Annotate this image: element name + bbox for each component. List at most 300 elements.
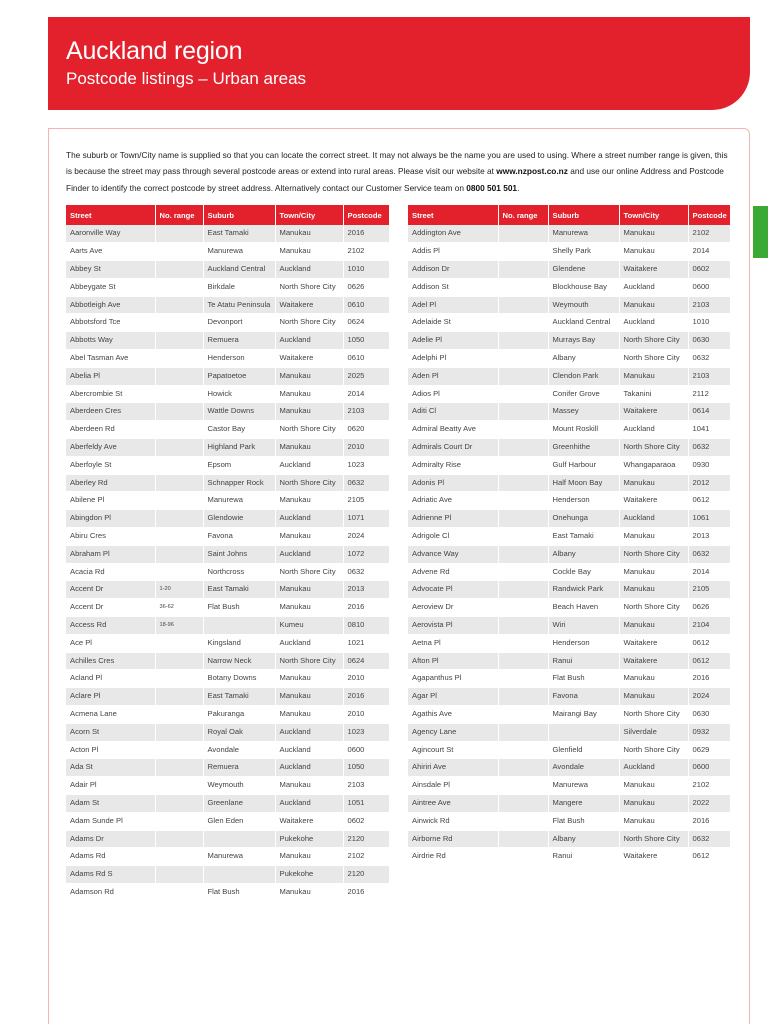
postcode-cell: 0600 — [343, 741, 389, 759]
column-header-number-range: No. range — [498, 205, 548, 225]
postcode-cell: 2103 — [343, 403, 389, 421]
table-row — [66, 759, 389, 777]
postcode-cell: 1023 — [343, 723, 389, 741]
table-header-row — [66, 205, 389, 225]
postcode-cell: 0612 — [688, 848, 730, 866]
column-header-town-city: Town/City — [275, 205, 343, 225]
number-range-cell — [155, 510, 203, 528]
number-range-cell — [155, 243, 203, 261]
number-range-cell — [155, 367, 203, 385]
town-city-cell: Manukau — [619, 225, 688, 243]
intro-text-2: and use our online Address and Postcode Finder to identify the correct postcode by street address. Alternatively contact our Customer Service team on — [66, 166, 724, 193]
table-row — [66, 634, 389, 652]
number-range-cell — [498, 599, 548, 617]
street-cell: Aden Pl — [408, 367, 498, 385]
street-cell: Acmena Lane — [66, 706, 155, 724]
table-row — [408, 243, 730, 261]
postcode-cell: 2103 — [343, 777, 389, 795]
postcode-cell: 0632 — [343, 474, 389, 492]
postcode-cell: 0632 — [343, 563, 389, 581]
table-row — [66, 795, 389, 813]
street-cell: Adams Rd — [66, 848, 155, 866]
suburb-cell: Manurewa — [203, 492, 275, 510]
postcode-cell: 0810 — [343, 617, 389, 635]
street-cell: Addis Pl — [408, 243, 498, 261]
column-header-postcode: Postcode — [343, 205, 389, 225]
table-row — [408, 599, 730, 617]
street-cell: Adam St — [66, 795, 155, 813]
table-row — [408, 581, 730, 599]
suburb-cell: Weymouth — [548, 296, 619, 314]
table-row — [408, 812, 730, 830]
number-range-cell — [498, 261, 548, 279]
table-row — [66, 599, 389, 617]
street-cell: Admiral Beatty Ave — [408, 421, 498, 439]
number-range-cell — [498, 812, 548, 830]
table-row — [66, 492, 389, 510]
postcode-cell: 2016 — [343, 688, 389, 706]
suburb-cell: Albany — [548, 830, 619, 848]
street-cell: Abiru Cres — [66, 528, 155, 546]
table-row — [408, 421, 730, 439]
street-cell: Adair Pl — [66, 777, 155, 795]
number-range-cell — [498, 278, 548, 296]
table-row — [66, 350, 389, 368]
number-range-cell — [498, 385, 548, 403]
street-cell: Admirals Court Dr — [408, 439, 498, 457]
town-city-cell: Manukau — [619, 812, 688, 830]
table-row — [66, 706, 389, 724]
number-range-cell — [155, 421, 203, 439]
suburb-cell: East Tamaki — [203, 688, 275, 706]
suburb-cell: Favona — [548, 688, 619, 706]
street-cell: Aberdeen Rd — [66, 421, 155, 439]
postcode-cell: 2014 — [688, 563, 730, 581]
town-city-cell: Auckland — [619, 278, 688, 296]
number-range-cell — [155, 688, 203, 706]
postcode-cell: 1072 — [343, 545, 389, 563]
street-cell: Adamson Rd — [66, 883, 155, 901]
postcode-cell: 0602 — [688, 261, 730, 279]
table-row — [408, 848, 730, 866]
number-range-cell — [498, 510, 548, 528]
suburb-cell: Ranui — [548, 848, 619, 866]
street-cell: Addison St — [408, 278, 498, 296]
suburb-cell: Kingsland — [203, 634, 275, 652]
street-cell: Aberfeldy Ave — [66, 439, 155, 457]
postcode-cell: 2105 — [343, 492, 389, 510]
postcode-cell: 2103 — [688, 296, 730, 314]
town-city-cell: Manukau — [275, 688, 343, 706]
town-city-cell: Manukau — [619, 617, 688, 635]
street-cell: Aeroview Dr — [408, 599, 498, 617]
intro-text-1: The suburb or Town/City name is supplied so that you can locate the correct street. It may not always be the name you are used to using. Where a street number range is given, this is because the street may pass through several postcode areas or extend into rural areas. Please visit our website at — [66, 150, 728, 177]
table-row — [66, 563, 389, 581]
town-city-cell: North Shore City — [619, 332, 688, 350]
town-city-cell: Manukau — [619, 528, 688, 546]
suburb-cell: Pakuranga — [203, 706, 275, 724]
table-row — [408, 777, 730, 795]
street-cell: Accent Dr — [66, 599, 155, 617]
postcode-cell: 1010 — [688, 314, 730, 332]
postcode-cell: 2102 — [343, 243, 389, 261]
postcode-cell: 1061 — [688, 510, 730, 528]
street-cell: Aarts Ave — [66, 243, 155, 261]
number-range-cell — [498, 528, 548, 546]
town-city-cell: Waitakere — [619, 403, 688, 421]
number-range-cell — [155, 332, 203, 350]
postcode-cell: 0632 — [688, 830, 730, 848]
postcode-cell: 0620 — [343, 421, 389, 439]
postcode-cell: 0629 — [688, 741, 730, 759]
postcode-cell: 0610 — [343, 296, 389, 314]
table-row — [408, 795, 730, 813]
table-row — [408, 314, 730, 332]
table-row — [66, 510, 389, 528]
street-cell: Adelaide St — [408, 314, 498, 332]
town-city-cell: Manukau — [275, 777, 343, 795]
table-row — [408, 759, 730, 777]
town-city-cell: Auckland — [275, 741, 343, 759]
table-row — [66, 385, 389, 403]
table-row — [408, 652, 730, 670]
town-city-cell: Manukau — [275, 883, 343, 901]
suburb-cell: Flat Bush — [203, 599, 275, 617]
street-cell: Abbey St — [66, 261, 155, 279]
suburb-cell: Shelly Park — [548, 243, 619, 261]
number-range-cell — [498, 332, 548, 350]
postcode-cell: 2016 — [688, 812, 730, 830]
town-city-cell: Manukau — [619, 243, 688, 261]
town-city-cell: Manukau — [275, 225, 343, 243]
suburb-cell: Flat Bush — [203, 883, 275, 901]
column-header-suburb: Suburb — [203, 205, 275, 225]
number-range-cell — [498, 830, 548, 848]
postcode-cell: 0614 — [688, 403, 730, 421]
table-row — [66, 866, 389, 884]
intro-text-3: . — [517, 182, 520, 193]
postcode-cell: 0632 — [688, 545, 730, 563]
street-cell: Aaronville Way — [66, 225, 155, 243]
suburb-cell: Royal Oak — [203, 723, 275, 741]
suburb-cell: Flat Bush — [548, 670, 619, 688]
postcode-cell: 1021 — [343, 634, 389, 652]
suburb-cell — [203, 830, 275, 848]
suburb-cell: Remuera — [203, 759, 275, 777]
postcode-cell: 0612 — [688, 492, 730, 510]
number-range-cell — [498, 741, 548, 759]
postcode-cell: 1023 — [343, 456, 389, 474]
town-city-cell: Kumeu — [275, 617, 343, 635]
number-range-cell — [498, 243, 548, 261]
table-row — [408, 456, 730, 474]
suburb-cell: Henderson — [548, 492, 619, 510]
suburb-cell: East Tamaki — [203, 581, 275, 599]
column-header-postcode: Postcode — [688, 205, 730, 225]
number-range-cell — [155, 848, 203, 866]
town-city-cell: Auckland — [275, 795, 343, 813]
street-cell: Airborne Rd — [408, 830, 498, 848]
suburb-cell: Wiri — [548, 617, 619, 635]
street-cell: Addison Dr — [408, 261, 498, 279]
town-city-cell: Waitakere — [619, 848, 688, 866]
street-cell: Aerovista Pl — [408, 617, 498, 635]
suburb-cell: Mangere — [548, 795, 619, 813]
postcode-cell: 0632 — [688, 350, 730, 368]
town-city-cell: North Shore City — [275, 652, 343, 670]
suburb-cell: Manurewa — [203, 848, 275, 866]
table-row — [408, 474, 730, 492]
street-cell: Adonis Pl — [408, 474, 498, 492]
table-row — [66, 830, 389, 848]
suburb-cell: Avondale — [548, 759, 619, 777]
street-cell: Adelphi Pl — [408, 350, 498, 368]
town-city-cell: North Shore City — [275, 474, 343, 492]
postcode-cell: 0602 — [343, 812, 389, 830]
table-row — [408, 563, 730, 581]
suburb-cell: Schnapper Rock — [203, 474, 275, 492]
table-row — [408, 634, 730, 652]
table-body-right — [408, 225, 730, 866]
town-city-cell: Waitakere — [275, 296, 343, 314]
table-row — [66, 332, 389, 350]
table-row — [408, 385, 730, 403]
table-row — [408, 261, 730, 279]
town-city-cell: Waitakere — [619, 492, 688, 510]
suburb-cell: Avondale — [203, 741, 275, 759]
number-range-cell — [498, 296, 548, 314]
postcode-cell: 2014 — [688, 243, 730, 261]
table-row — [408, 688, 730, 706]
number-range-cell: 1-20 — [155, 581, 203, 599]
postcode-table-left — [66, 205, 389, 902]
table-row — [408, 403, 730, 421]
town-city-cell: Auckland — [619, 759, 688, 777]
number-range-cell: 18-96 — [155, 617, 203, 635]
table-row — [66, 296, 389, 314]
town-city-cell: North Shore City — [619, 350, 688, 368]
number-range-cell — [155, 314, 203, 332]
postcode-cell: 0612 — [688, 634, 730, 652]
street-cell: Aintree Ave — [408, 795, 498, 813]
number-range-cell — [155, 706, 203, 724]
suburb-cell: Cockle Bay — [548, 563, 619, 581]
street-cell: Adrigole Cl — [408, 528, 498, 546]
suburb-cell: Greenlane — [203, 795, 275, 813]
suburb-cell: Onehunga — [548, 510, 619, 528]
number-range-cell — [155, 812, 203, 830]
suburb-cell: Glen Eden — [203, 812, 275, 830]
number-range-cell — [498, 403, 548, 421]
suburb-cell: Te Atatu Peninsula — [203, 296, 275, 314]
number-range-cell — [155, 777, 203, 795]
number-range-cell — [498, 777, 548, 795]
number-range-cell — [155, 652, 203, 670]
table-row — [66, 545, 389, 563]
street-cell: Acacia Rd — [66, 563, 155, 581]
town-city-cell: Manukau — [275, 403, 343, 421]
table-row — [408, 510, 730, 528]
suburb-cell: Remuera — [203, 332, 275, 350]
table-row — [408, 492, 730, 510]
table-row — [408, 332, 730, 350]
number-range-cell — [155, 439, 203, 457]
postcode-cell: 0630 — [688, 706, 730, 724]
street-cell: Advene Rd — [408, 563, 498, 581]
town-city-cell: Manukau — [275, 385, 343, 403]
table-row — [66, 439, 389, 457]
table-row — [408, 350, 730, 368]
street-cell: Agar Pl — [408, 688, 498, 706]
postcode-cell: 2010 — [343, 706, 389, 724]
street-cell: Ada St — [66, 759, 155, 777]
street-cell: Abbotsford Tce — [66, 314, 155, 332]
street-cell: Acton Pl — [66, 741, 155, 759]
street-cell: Adrienne Pl — [408, 510, 498, 528]
suburb-cell: Devonport — [203, 314, 275, 332]
suburb-cell: Botany Downs — [203, 670, 275, 688]
street-cell: Adams Rd S — [66, 866, 155, 884]
postcode-cell: 0630 — [688, 332, 730, 350]
table-row — [66, 278, 389, 296]
suburb-cell: Castor Bay — [203, 421, 275, 439]
postcode-cell: 2014 — [343, 385, 389, 403]
number-range-cell — [155, 563, 203, 581]
street-cell: Adelie Pl — [408, 332, 498, 350]
town-city-cell: Manukau — [619, 296, 688, 314]
town-city-cell: Takanini — [619, 385, 688, 403]
postcode-cell: 2013 — [688, 528, 730, 546]
postcode-cell: 0624 — [343, 314, 389, 332]
postcode-cell: 2016 — [343, 225, 389, 243]
postcode-cell: 1050 — [343, 759, 389, 777]
table-row — [66, 617, 389, 635]
number-range-cell — [155, 474, 203, 492]
suburb-cell: Henderson — [548, 634, 619, 652]
number-range-cell — [155, 830, 203, 848]
street-cell: Agency Lane — [408, 723, 498, 741]
postcode-cell: 2016 — [343, 883, 389, 901]
table-row — [66, 261, 389, 279]
section-tab-marker — [753, 206, 768, 258]
street-cell: Airdrie Rd — [408, 848, 498, 866]
town-city-cell: Auckland — [619, 510, 688, 528]
suburb-cell: Papatoetoe — [203, 367, 275, 385]
table-row — [66, 723, 389, 741]
number-range-cell — [155, 350, 203, 368]
number-range-cell — [155, 278, 203, 296]
town-city-cell: Manukau — [619, 688, 688, 706]
suburb-cell: Murrays Bay — [548, 332, 619, 350]
suburb-cell: Mairangi Bay — [548, 706, 619, 724]
street-cell: Achilles Cres — [66, 652, 155, 670]
number-range-cell — [498, 367, 548, 385]
town-city-cell: Auckland — [275, 332, 343, 350]
street-cell: Ahiriri Ave — [408, 759, 498, 777]
table-row — [408, 741, 730, 759]
website-link[interactable]: www.nzpost.co.nz — [496, 166, 568, 177]
postcode-cell: 2120 — [343, 866, 389, 884]
suburb-cell — [203, 617, 275, 635]
street-cell: Advance Way — [408, 545, 498, 563]
town-city-cell: Auckland — [619, 421, 688, 439]
number-range-cell — [155, 759, 203, 777]
table-body-left — [66, 225, 389, 901]
number-range-cell — [498, 848, 548, 866]
suburb-cell: East Tamaki — [548, 528, 619, 546]
number-range-cell: 36-62 — [155, 599, 203, 617]
suburb-cell: Massey — [548, 403, 619, 421]
suburb-cell: Auckland Central — [548, 314, 619, 332]
street-cell: Accent Dr — [66, 581, 155, 599]
postcode-cell: 2120 — [343, 830, 389, 848]
table-row — [408, 617, 730, 635]
number-range-cell — [498, 563, 548, 581]
street-cell: Abingdon Pl — [66, 510, 155, 528]
number-range-cell — [155, 723, 203, 741]
table-row — [66, 688, 389, 706]
street-cell: Aberfoyle St — [66, 456, 155, 474]
number-range-cell — [155, 528, 203, 546]
postcode-cell: 0632 — [688, 439, 730, 457]
table-row — [66, 848, 389, 866]
town-city-cell: Manukau — [619, 581, 688, 599]
table-row — [66, 225, 389, 243]
column-header-street: Street — [66, 205, 155, 225]
street-cell: Agincourt St — [408, 741, 498, 759]
street-cell: Abbotts Way — [66, 332, 155, 350]
town-city-cell: Manukau — [275, 439, 343, 457]
suburb-cell: East Tamaki — [203, 225, 275, 243]
table-header-row — [408, 205, 730, 225]
suburb-cell: Blockhouse Bay — [548, 278, 619, 296]
page-subtitle: Postcode listings – Urban areas — [66, 69, 307, 88]
table-row — [408, 670, 730, 688]
suburb-cell — [548, 723, 619, 741]
town-city-cell: Manukau — [275, 367, 343, 385]
suburb-cell: Beach Haven — [548, 599, 619, 617]
suburb-cell: Half Moon Bay — [548, 474, 619, 492]
suburb-cell: Highland Park — [203, 439, 275, 457]
town-city-cell: Waitakere — [275, 812, 343, 830]
street-cell: Abilene Pl — [66, 492, 155, 510]
street-cell: Aditi Cl — [408, 403, 498, 421]
number-range-cell — [155, 225, 203, 243]
number-range-cell — [155, 866, 203, 884]
postcode-cell: 2016 — [343, 599, 389, 617]
postcode-cell: 2105 — [688, 581, 730, 599]
suburb-cell: Narrow Neck — [203, 652, 275, 670]
street-cell: Access Rd — [66, 617, 155, 635]
street-cell: Addington Ave — [408, 225, 498, 243]
street-cell: Aberdeen Cres — [66, 403, 155, 421]
town-city-cell: Auckland — [275, 759, 343, 777]
suburb-cell: Henderson — [203, 350, 275, 368]
town-city-cell: Manukau — [275, 848, 343, 866]
number-range-cell — [155, 492, 203, 510]
table-row — [408, 296, 730, 314]
street-cell: Abbeygate St — [66, 278, 155, 296]
street-cell: Abbotleigh Ave — [66, 296, 155, 314]
number-range-cell — [498, 350, 548, 368]
table-row — [66, 528, 389, 546]
number-range-cell — [498, 723, 548, 741]
table-row — [408, 225, 730, 243]
number-range-cell — [498, 688, 548, 706]
table-row — [66, 243, 389, 261]
number-range-cell — [498, 421, 548, 439]
town-city-cell: Manukau — [619, 563, 688, 581]
